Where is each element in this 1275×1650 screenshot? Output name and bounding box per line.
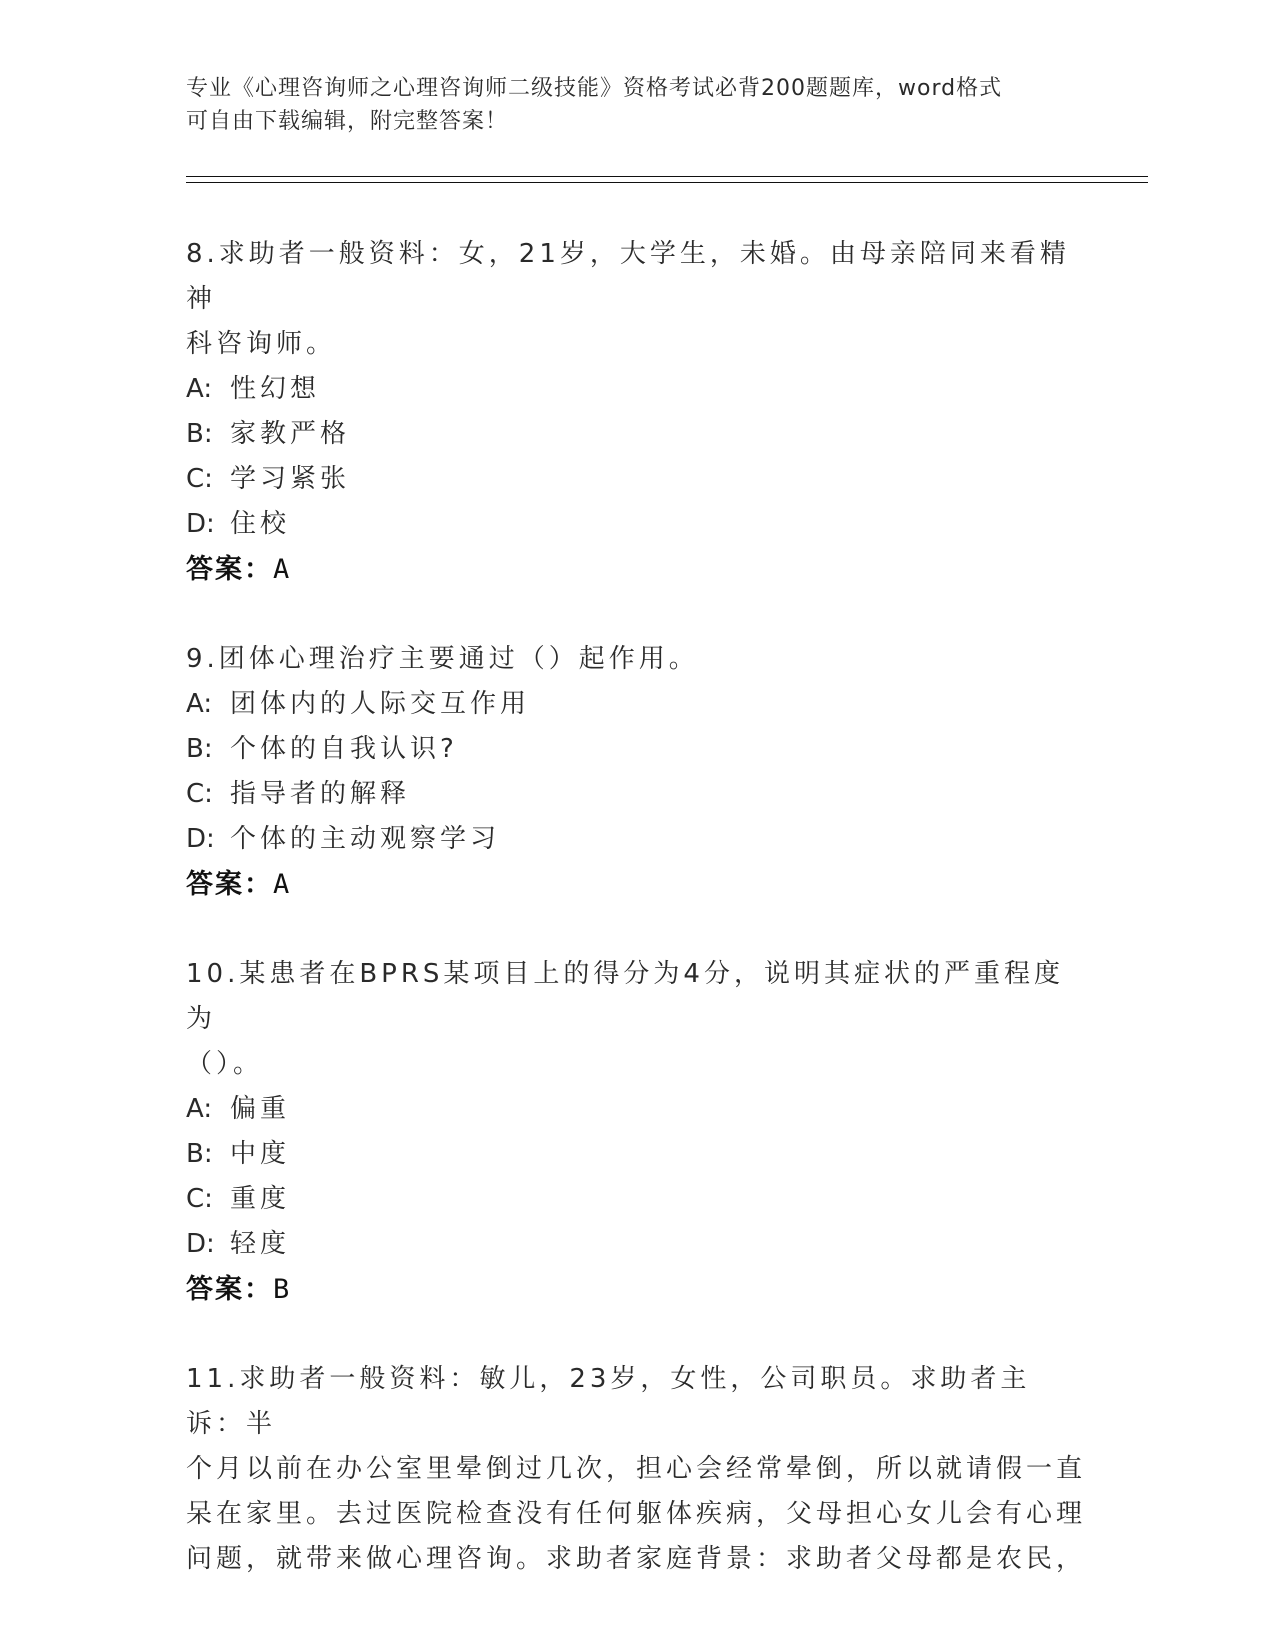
- option-text: 个体的主动观察学习: [230, 824, 501, 854]
- option-c: [186, 457, 1086, 502]
- question-stem: [186, 232, 1086, 367]
- stem-line: 呆在家里。去过医院检查没有任何躯体疾病，父母担心女儿会有心理: [186, 1499, 1087, 1529]
- header-line-2: 可自由下载编辑，附完整答案！: [186, 109, 509, 134]
- option-a: [186, 1087, 1086, 1132]
- option-c: [186, 772, 1086, 817]
- option-a: [186, 367, 1086, 412]
- option-text: 住校: [230, 509, 291, 539]
- option-d: [186, 1222, 1086, 1267]
- option-key: B:: [186, 419, 213, 449]
- document-header: [186, 72, 1086, 138]
- option-d: [186, 502, 1086, 547]
- option-key: A:: [186, 1094, 213, 1124]
- option-b: [186, 727, 1086, 772]
- stem-line: （）。: [186, 1049, 264, 1079]
- answer-value: A: [273, 869, 292, 900]
- option-key: C:: [186, 1184, 213, 1214]
- option-text: 家教严格: [230, 419, 351, 449]
- stem-line: 11.求助者一般资料：敏儿，23岁，女性，公司职员。求助者主诉：半: [186, 1364, 1031, 1439]
- question-stem: [186, 637, 1086, 682]
- option-text: 学习紧张: [230, 464, 351, 494]
- option-key: D:: [186, 509, 215, 539]
- question-10: [186, 952, 1086, 1312]
- stem-line: 8.求助者一般资料：女，21岁，大学生，未婚。由母亲陪同来看精神: [186, 239, 1070, 314]
- stem-line: 个月以前在办公室里晕倒过几次，担心会经常晕倒，所以就请假一直: [186, 1454, 1087, 1484]
- option-a: [186, 682, 1086, 727]
- option-d: [186, 817, 1086, 862]
- option-b: [186, 1132, 1086, 1177]
- option-key: C:: [186, 779, 213, 809]
- option-text: 偏重: [230, 1094, 291, 1124]
- option-key: B:: [186, 734, 213, 764]
- stem-line: 10.某患者在BPRS某项目上的得分为4分，说明其症状的严重程度为: [186, 959, 1064, 1034]
- option-text: 轻度: [230, 1229, 291, 1259]
- answer-line: [186, 547, 1086, 592]
- stem-line: 问题，就带来做心理咨询。求助者家庭背景：求助者父母都是农民，: [186, 1544, 1087, 1574]
- option-key: A:: [186, 689, 213, 719]
- option-key: A:: [186, 374, 213, 404]
- option-text: 重度: [230, 1184, 291, 1214]
- option-list: [186, 682, 1086, 862]
- answer-value: A: [273, 554, 292, 585]
- answer-label: 答案：: [186, 869, 273, 900]
- answer-line: [186, 1267, 1086, 1312]
- question-list: [186, 232, 1086, 1627]
- question-stem: [186, 1357, 1086, 1582]
- answer-value: B: [273, 1274, 292, 1305]
- stem-line: 9.团体心理治疗主要通过（）起作用。: [186, 644, 699, 674]
- question-11: [186, 1357, 1086, 1582]
- header-line-1: 专业《心理咨询师之心理咨询师二级技能》资格考试必背200题题库，word格式: [186, 76, 1003, 101]
- option-text: 团体内的人际交互作用: [230, 689, 531, 719]
- option-list: [186, 367, 1086, 547]
- option-key: D:: [186, 1229, 215, 1259]
- question-8: [186, 232, 1086, 592]
- option-text: 中度: [230, 1139, 291, 1169]
- option-text: 指导者的解释: [230, 779, 411, 809]
- stem-line: 科咨询师。: [186, 329, 337, 359]
- header-divider-top: [186, 176, 1148, 177]
- option-key: C:: [186, 464, 213, 494]
- option-list: [186, 1087, 1086, 1267]
- answer-line: [186, 862, 1086, 907]
- header-divider-bottom: [186, 182, 1148, 183]
- option-b: [186, 412, 1086, 457]
- option-text: 性幻想: [230, 374, 321, 404]
- option-key: D:: [186, 824, 215, 854]
- question-9: [186, 637, 1086, 907]
- answer-label: 答案：: [186, 554, 273, 585]
- answer-label: 答案：: [186, 1274, 273, 1305]
- option-key: B:: [186, 1139, 213, 1169]
- question-stem: [186, 952, 1086, 1087]
- option-text: 个体的自我认识?: [230, 734, 458, 764]
- option-c: [186, 1177, 1086, 1222]
